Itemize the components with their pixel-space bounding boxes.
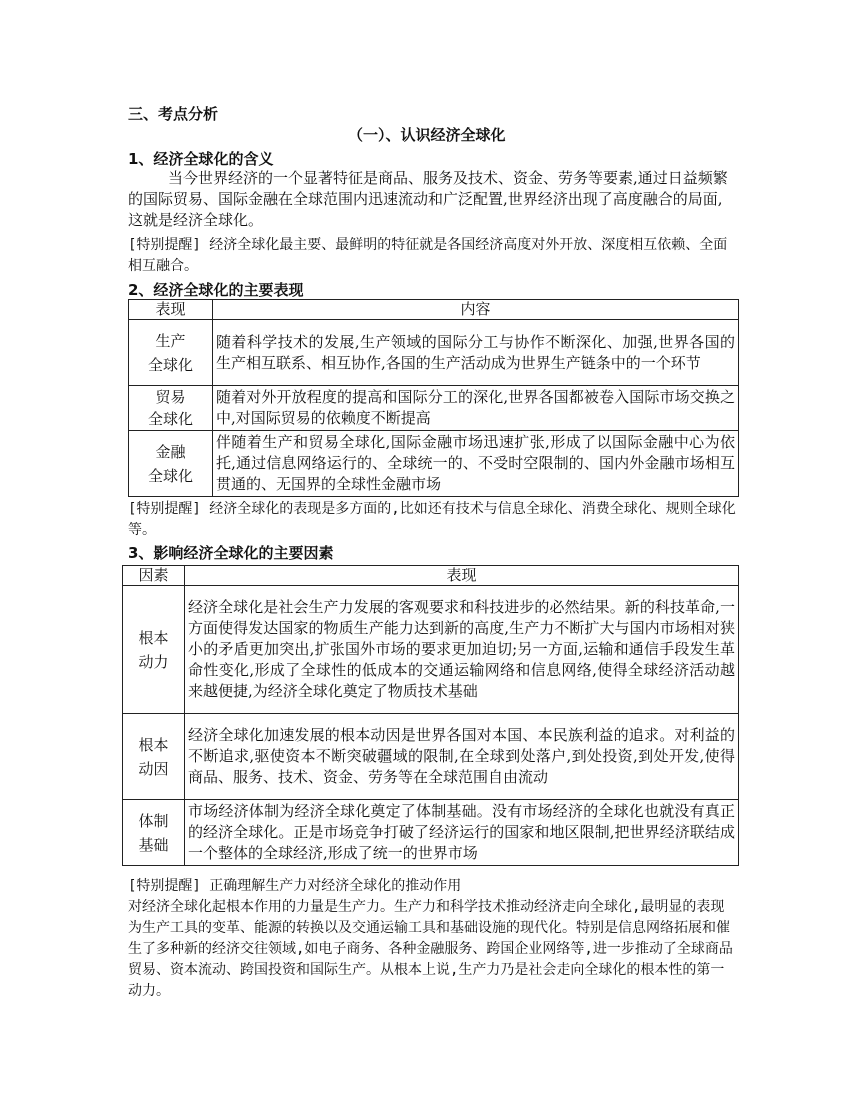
table-row xyxy=(129,320,739,386)
factors-table xyxy=(122,565,739,866)
table-header-cell: 因素 xyxy=(123,566,185,586)
row-content: 随着对外开放程度的提高和国际分工的深化,世界各国都被卷入国际市场交换之中,对国际贸易的依赖度不断提高 xyxy=(213,386,739,431)
row-label: 生产 全球化 xyxy=(129,320,213,386)
table-row xyxy=(123,800,739,866)
item3-title: 3、影响经济全球化的主要因素 xyxy=(128,544,334,562)
table-header-cell: 表现 xyxy=(185,566,739,586)
sub-heading: （一）、认识经济全球化 xyxy=(348,126,506,144)
section-heading: 三、考点分析 xyxy=(128,105,219,123)
table-row xyxy=(129,386,739,431)
performance-table xyxy=(128,299,739,497)
item1-title: 1、经济全球化的含义 xyxy=(128,150,274,168)
table-row xyxy=(123,714,739,800)
row-content: 随着科学技术的发展,生产领域的国际分工与协作不断深化、加强,世界各国的生产相互联系、相互协作,各国的生产活动成为世界生产链条中的一个环节 xyxy=(213,320,739,386)
item2-title: 2、经济全球化的主要表现 xyxy=(128,281,304,299)
item1-note: [特别提醒] 经济全球化最主要、最鲜明的特征就是各国经济高度对外开放、深度相互依赖、全面相互融合。 xyxy=(128,237,728,274)
table-header-cell: 表现 xyxy=(129,300,213,320)
item3-note-title: [特别提醒] 正确理解生产力对经济全球化的推动作用 xyxy=(128,878,462,894)
row-content: 市场经济体制为经济全球化奠定了体制基础。没有市场经济的全球化也就没有真正的经济全球化。正是市场竞争打破了经济运行的国家和地区限制,把世界经济联结成一个整体的全球经济,形成了统一的世界市场 xyxy=(185,800,739,866)
table-row xyxy=(129,431,739,497)
row-label: 根本 动力 xyxy=(123,586,185,714)
row-label: 根本 动因 xyxy=(123,714,185,800)
row-label: 贸易 全球化 xyxy=(129,386,213,431)
table-header-row xyxy=(123,566,739,586)
row-label: 体制 基础 xyxy=(123,800,185,866)
table-header-cell: 内容 xyxy=(213,300,739,320)
row-content: 经济全球化是社会生产力发展的客观要求和科技进步的必然结果。新的科技革命,一方面使得发达国家的物质生产能力达到新的高度,生产力不断扩大与国内市场相对狭小的矛盾更加突出,扩张国外市场的要求更加迫切;另一方面,运输和通信手段发生革命性变化,形成了全球性的低成本的交通运输网络和信息网络,使得全球经济活动越来越便捷,为经济全球化奠定了物质技术基础 xyxy=(185,586,739,714)
row-label: 金融 全球化 xyxy=(129,431,213,497)
table-row xyxy=(123,586,739,714)
table-header-row xyxy=(129,300,739,320)
item2-note: [特别提醒] 经济全球化的表现是多方面的,比如还有技术与信息全球化、消费全球化、规则全球化等。 xyxy=(128,501,736,538)
row-content: 伴随着生产和贸易全球化,国际金融市场迅速扩张,形成了以国际金融中心为依托,通过信息网络运行的、全球统一的、不受时空限制的、国内外金融市场相互贯通的、无国界的全球性金融市场 xyxy=(213,431,739,497)
row-content: 经济全球化加速发展的根本动因是世界各国对本国、本民族利益的追求。对利益的不断追求,驱使资本不断突破疆域的限制,在全球到处落户,到处投资,到处开发,使得商品、服务、技术、资金、劳务等在全球范围自由流动 xyxy=(185,714,739,800)
item3-note-body: 对经济全球化起根本作用的力量是生产力。生产力和科学技术推动经济走向全球化,最明显的表现为生产工具的变革、能源的转换以及交通运输工具和基础设施的现代化。特别是信息网络拓展和催生了多种新的经济交往领域,如电子商务、各种金融服务、跨国企业网络等,进一步推动了全球商品贸易、资本流动、跨国投资和国际生产。从根本上说,生产力乃是社会走向全球化的根本性的第一动力。 xyxy=(128,899,733,999)
item1-paragraph: 当今世界经济的一个显著特征是商品、服务及技术、资金、劳务等要素,通过日益频繁的国际贸易、国际金融在全球范围内迅速流动和广泛配置,世界经济出现了高度融合的局面,这就是经济全球化。 xyxy=(128,169,728,229)
